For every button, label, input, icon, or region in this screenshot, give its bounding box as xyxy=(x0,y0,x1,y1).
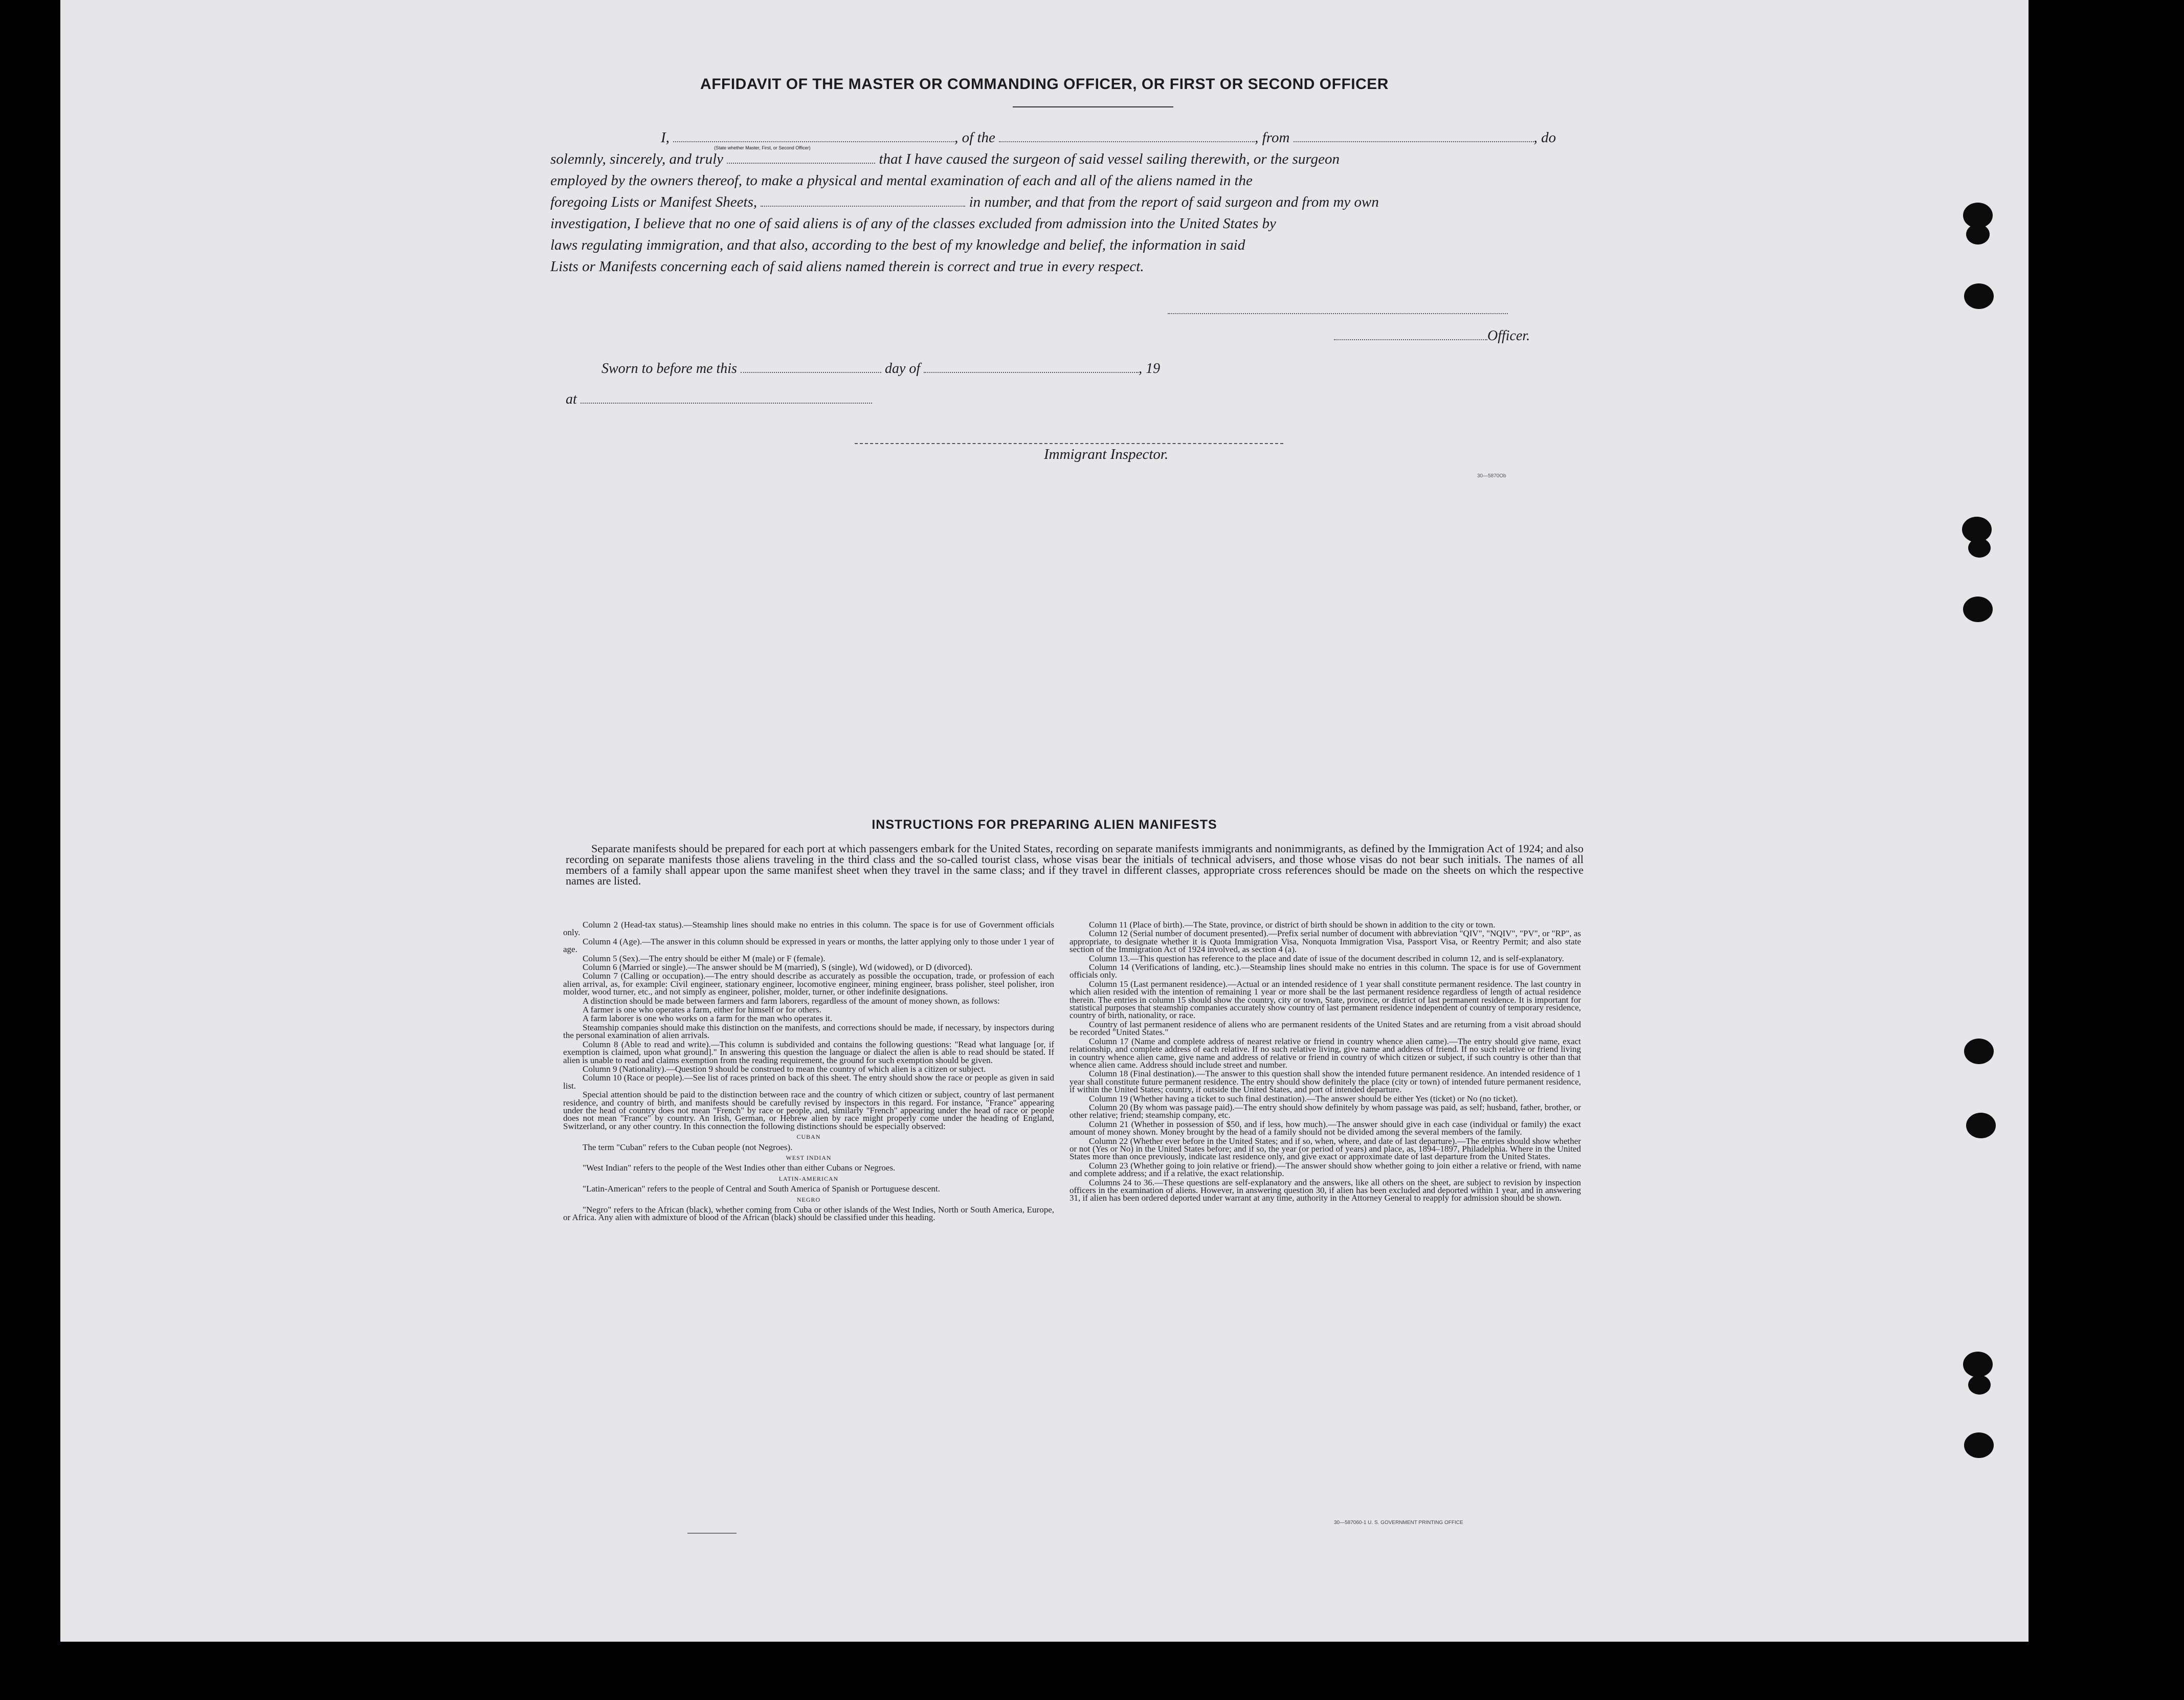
subheading-latin-american: LATIN-AMERICAN xyxy=(778,1175,839,1182)
affidavit-text: that I have caused the surgeon of said vessel sailing therewith, or the surgeon xyxy=(879,151,1340,167)
officer-rank-blank[interactable] xyxy=(673,128,954,150)
affidavit-line-3: employed by the owners thereof, to make a physical and mental examination of each and all of the aliens named in the xyxy=(550,172,1253,189)
affidavit-form-code: 30—5870Ob xyxy=(1477,473,1506,479)
binder-hole-icon xyxy=(1968,538,1991,558)
title-underline xyxy=(1013,106,1173,107)
affidavit-i: I, xyxy=(661,129,670,146)
year-prefix-label: , 19 xyxy=(1139,361,1161,377)
instruction-paragraph: A distinction should be made between farmers and farm laborers, regardless of the amount of money shown, as follows: xyxy=(583,996,1000,1006)
instruction-paragraph: A farmer is one who operates a farm, either for himself or for others. xyxy=(583,1005,821,1015)
vessel-blank[interactable] xyxy=(999,128,1255,142)
binder-hole-icon xyxy=(1966,1113,1996,1138)
sheet-count-blank[interactable] xyxy=(761,192,965,207)
instruction-paragraph: Column 11 (Place of birth).—The State, province, or district of birth should be shown in addition to the city or town. xyxy=(1089,920,1496,930)
instructions-title: INSTRUCTIONS FOR PREPARING ALIEN MANIFESTS xyxy=(872,818,1217,832)
inspector-label: Immigrant Inspector. xyxy=(1044,446,1169,462)
affidavit-line-6: laws regulating immigration, and that also, according to the best of my knowledge and belief, the information in said xyxy=(550,237,1245,253)
from-label: , from xyxy=(1255,129,1290,146)
day-of-label: day of xyxy=(884,361,921,377)
sworn-month-blank[interactable] xyxy=(924,359,1139,373)
binder-hole-icon xyxy=(1964,1432,1994,1458)
binder-hole-icon xyxy=(1963,597,1993,622)
instruction-paragraph: "Latin-American" refers to the people of Central and South America of Spanish or Portuguese descent. xyxy=(583,1184,940,1194)
binder-hole-icon xyxy=(1966,224,1990,245)
officer-label: Officer. xyxy=(1487,328,1530,344)
officer-signature-line[interactable] xyxy=(1168,313,1508,314)
instruction-paragraph: Special attention should be paid to the distinction between race and the country of which citizen or subject, country of last permanent residence, and country of birth, and manifests should be carefully revised by inspectors in this regard. For instance, "France" appearing under the head of country does not mean "French" by race or people, and, similarly "French" appearing under the head of race or people does not mean "France" by country. An Irish, German, or Hebrew alien by race might properly come under the heading of England, Switzerland, or any other country. In this connection the following distinctions should be especially observed: xyxy=(563,1090,1054,1131)
of-the-label: , of the xyxy=(954,129,995,146)
sworn-label: Sworn to before me this xyxy=(601,361,737,377)
instruction-paragraph: Column 18 (Final destination).—The answer to this question shall show the intended future permanent residence. An intended residence of 1 year shall constitute future permanent residence. The entry should show definitely the place (city or town) of intended future permanent residence, if within the United States; country, if outside the United States, and port of intended departure. xyxy=(1069,1069,1581,1095)
bottom-rule xyxy=(687,1533,737,1534)
sworn-row xyxy=(601,359,1160,377)
instruction-paragraph: Column 15 (Last permanent residence).—Actual or an intended residence of 1 year shall constitute permanent residence. The last country in which alien resided with the intention of remaining 1 year or more shall be the last permanent residence regardless of length of actual residence therein. The entries in column 15 should show the country, city or town, State, province, or district of last permanent residence. It is important for statistical purposes that steamship companies accurately show country of last permanent residence independent of country of temporary residence, country of birth, nationality, or race. xyxy=(1069,979,1581,1021)
instruction-paragraph: Column 20 (By whom was passage paid).—The entry should show definitely by whom passage was paid, as self; husband, father, brother, or other relative; friend; steamship company, etc. xyxy=(1069,1102,1581,1120)
instruction-paragraph: Country of last permanent residence of aliens who are permanent residents of the United States and are returning from a visit abroad should be recorded "United States." xyxy=(1069,1019,1581,1037)
manifest-sheet xyxy=(60,0,2029,1642)
gpo-footer-code: 30—587060-1 U. S. GOVERNMENT PRINTING OFFICE xyxy=(1334,1520,1463,1526)
instruction-paragraph: Column 14 (Verifications of landing, etc.).—Steamship lines should make no entries in this column. The space is for use of Government officials only. xyxy=(1069,962,1581,980)
instruction-paragraph: Column 2 (Head-tax status).—Steamship lines should make no entries in this column. The space is for use of Government officials only. xyxy=(563,920,1054,938)
binder-hole-icon xyxy=(1968,1375,1991,1395)
binder-hole-icon xyxy=(1964,283,1994,309)
instructions-intro xyxy=(566,843,1584,886)
affidavit-body xyxy=(550,127,1599,277)
instruction-paragraph: Steamship companies should make this distinction on the manifests, and corrections should be made, if necessary, by inspectors during the personal examination of alien arrivals. xyxy=(563,1022,1054,1041)
at-row xyxy=(566,390,872,408)
instruction-paragraph: Column 17 (Name and complete address of nearest relative or friend in country whence alien came).—The entry should give name, exact relationship, and complete address of each relative. If no such relative living, give name and address of friend. If no such relative or friend living in country whence alien came, give name and address of relative or friend in country of which citizen or subject, if such country is other than that whence alien came. Address should include street and number. xyxy=(1069,1036,1581,1070)
instruction-paragraph: Column 4 (Age).—The answer in this column should be expressed in years or months, the latter applying only to those under 1 year of age. xyxy=(563,936,1054,955)
port-blank[interactable] xyxy=(1294,128,1534,142)
instruction-paragraph: A farm laborer is one who works on a farm for the man who operates it. xyxy=(583,1013,833,1024)
instruction-paragraph: Column 6 (Married or single).—The answer should be M (married), S (single), Wd (widowed), or D (divorced). xyxy=(583,962,973,973)
affidavit-line-2 xyxy=(550,148,1599,170)
instruction-paragraph: Column 12 (Serial number of document presented).—Prefix serial number of document with abbreviation "QIV", "NQIV", "PV", or "RP", as appropriate, to designate whether it is Quota Immigration Visa, Nonquota Immigration Visa, Passport Visa, or Reentry Permit; and also state section of the Immigration Act of 1924 involved, as section 4 (a). xyxy=(1069,929,1581,955)
affidavit-text: solemnly, sincerely, and truly xyxy=(550,151,724,167)
instruction-paragraph: The term "Cuban" refers to the Cuban people (not Negroes). xyxy=(583,1142,793,1152)
intro-paragraph: Separate manifests should be prepared for each port at which passengers embark for the United States, recording on separate manifests immigrants and nonimmigrants, as defined by the Immigration Act of 1924; and also recording on separate manifests those aliens traveling in the third class and the so-called tourist class, whose visas bear the initials of technical advisers, and those whose visas do not bear such initials. The names of all members of a family shall appear upon the same manifest sheet when they travel in the same class; and if they travel in different classes, appropriate cross references should be made on the sheets on which the respective names are listed. xyxy=(566,842,1584,887)
at-place-blank[interactable] xyxy=(581,390,872,404)
sworn-day-blank[interactable] xyxy=(741,359,881,373)
affidavit-text: in number, and that from the report of said surgeon and from my own xyxy=(969,194,1379,210)
instruction-paragraph: Column 13.—This question has reference to the place and date of issue of the document described in column 12, and is self-explanatory. xyxy=(1089,953,1564,963)
instruction-paragraph: "Negro" refers to the African (black), whether coming from Cuba or other islands of the West Indies, North or South America, Europe, or Africa. Any alien with admixture of blood of the African (black) should be classified under this heading. xyxy=(563,1205,1054,1223)
instruction-paragraph: "West Indian" refers to the people of the West Indies other than either Cubans or Negroes. xyxy=(583,1163,896,1173)
officer-label-row xyxy=(1334,326,1530,344)
instructions-right-column xyxy=(1069,921,1581,1203)
instruction-paragraph: Column 19 (Whether having a ticket to such final destination).—The answer should be either Yes (ticket) or No (no ticket). xyxy=(1089,1093,1518,1103)
instruction-paragraph: Column 9 (Nationality).—Question 9 should be construed to mean the country of which alien is a citizen or subject. xyxy=(583,1064,986,1074)
officer-title-blank[interactable] xyxy=(1334,326,1487,340)
affidavit-text: foregoing Lists or Manifest Sheets, xyxy=(550,194,757,210)
affidavit-line-1 xyxy=(550,127,1599,148)
do-label: , do xyxy=(1533,129,1556,146)
affidavit-line-7: Lists or Manifests concerning each of said aliens named therein is correct and true in every respect. xyxy=(550,258,1144,275)
binder-hole-icon xyxy=(1964,1039,1994,1064)
affidavit-line-5: investigation, I believe that no one of said aliens is of any of the classes excluded from admission into the United States by xyxy=(550,215,1276,232)
binder-hole-icon xyxy=(1963,1352,1993,1377)
inspector-signature-line[interactable] xyxy=(855,443,1283,444)
at-label: at xyxy=(566,391,577,408)
affidavit-line-4 xyxy=(550,191,1599,213)
instruction-paragraph: Column 22 (Whether ever before in the United States; and if so, when, where, and date of last departure).—The entries should show whether or not (Yes or No) in the United States before; and if so, the year (or period of years) and place, as, 1894–1897, Philadelphia. Where in the United States more than once previously, indicate last residence only, and give exact or approximate date of last departure from the United States. xyxy=(1069,1136,1581,1162)
officer-rank-hint: (State whether Master, First, or Second Officer) xyxy=(714,145,811,150)
instruction-paragraph: Column 21 (Whether in possession of $50, and if less, how much).—The answer should give in each case (individual or family) the exact amount of money shown. Money brought by the head of a family should not be divided among the several members of the family. xyxy=(1069,1119,1581,1137)
instruction-paragraph: Columns 24 to 36.—These questions are self-explanatory and the answers, like all others on the sheet, are subject to revision by inspection officers in the examination of aliens. However, in answering question 30, if alien has been excluded and deported within 1 year, and in answering 31, if alien has been ordered deported under warrant at any time, authority in the Attorney General to reapply for admission should be shown. xyxy=(1069,1177,1581,1203)
subheading-negro: NEGRO xyxy=(796,1196,821,1203)
instruction-paragraph: Column 10 (Race or people).—See list of races printed on back of this sheet. The entry should show the race or people as given in said list. xyxy=(563,1073,1054,1091)
instruction-paragraph: Column 8 (Able to read and write).—This column is subdivided and contains the following questions: "Read what language [or, if exemption is claimed, upon what ground]." In answering this question the language or dialect the alien is able to read should be stated. If alien is unable to read and claims exemption from the reading requirement, the ground for such exemption should be given. xyxy=(563,1039,1054,1065)
affidavit-title: AFFIDAVIT OF THE MASTER OR COMMANDING OFFICER, OR FIRST OR SECOND OFFICER xyxy=(700,76,1389,93)
instruction-paragraph: Column 5 (Sex).—The entry should be either M (male) or F (female). xyxy=(583,953,826,963)
subheading-west-indian: WEST INDIAN xyxy=(786,1154,832,1161)
instruction-paragraph: Column 7 (Calling or occupation).—The entry should describe as accurately as possible the occupation, trade, or profession of each alien arrival, as, for example: Civil engineer, stationary engineer, locomotive engineer, mining engineer, brass polisher, steel polisher, iron molder, wood turner, etc., and not simply as engineer, polisher, molder, turner, or other indefinite designations. xyxy=(563,971,1054,997)
instruction-paragraph: Column 23 (Whether going to join relative or friend).—The answer should show whether going to join either a relative or friend, with name and complete address; and if a relative, the exact relationship. xyxy=(1069,1160,1581,1179)
subheading-cuban: CUBAN xyxy=(796,1133,821,1141)
instructions-left-column xyxy=(563,921,1054,1223)
